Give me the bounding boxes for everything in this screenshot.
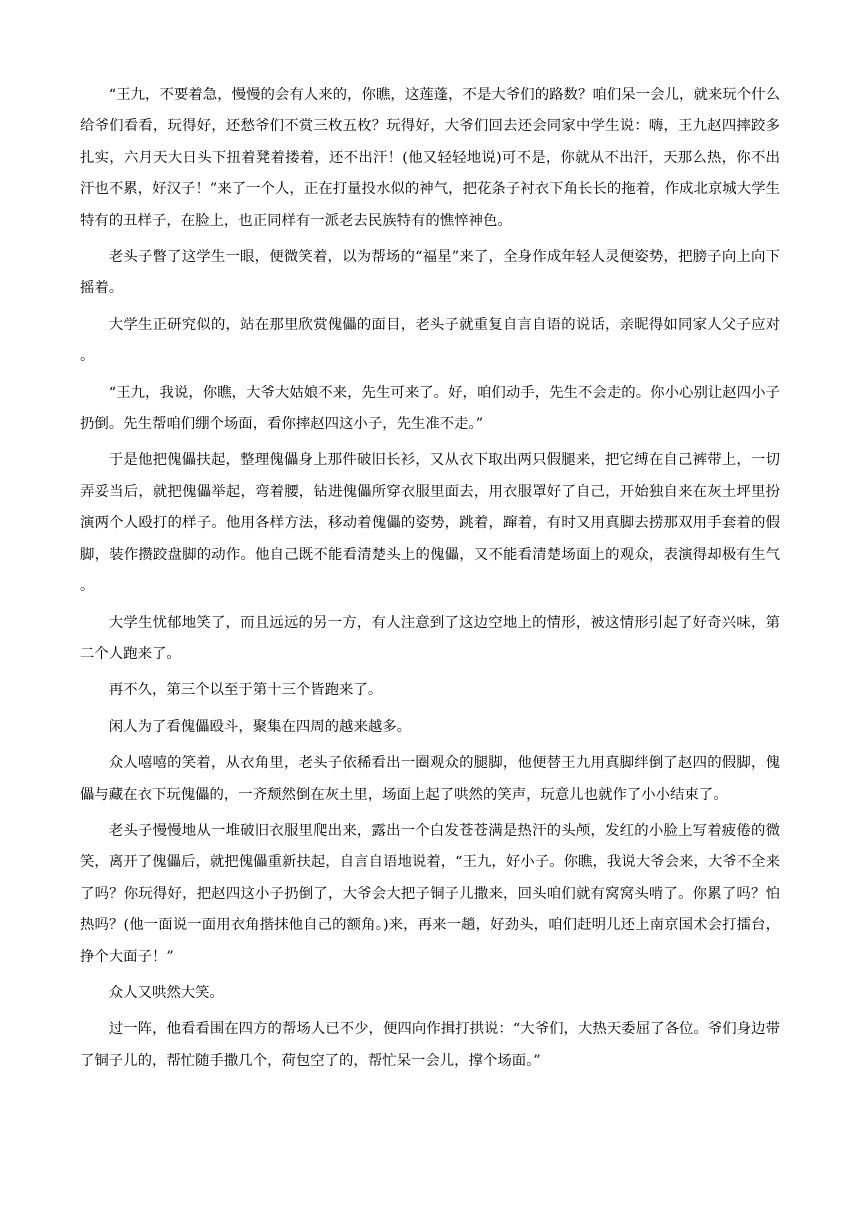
paragraph-8: 闲人为了看傀儡殴斗，聚集在四周的越来越多。 — [108, 718, 412, 735]
paragraph-5: 于是他把傀儡扶起，整理傀儡身上那件破旧长衫，又从衣下取出两只假腿来，把它缚在自己裤带上，一切弄妥当后，就把傀儡举起，弯着腰，钻进傀儡所穿衣服里面去，用衣服罩好了自己，开始独自来在灰土坪里扮演两个人殴打的样子。他用各样方法，移动着傀儡的姿势，跳着，蹿着，有时又用真脚去捞那双用手套着的假脚，装作攒跤盘脚的动作。他自己既不能看清楚头上的傀儡，又不能看清楚场面上的观众，表演得却极有生气。 — [80, 452, 780, 595]
paragraph-7: 再不久，第三个以至于第十三个皆跑来了。 — [108, 682, 383, 699]
paragraph-2: 老头子瞥了这学生一眼，便微笑着，以为帮场的“福星”来了，全身作成年轻人灵便姿势，把膀子向上向下摇着。 — [80, 249, 780, 297]
paragraph-10: 老头子慢慢地从一堆破旧衣服里爬出来，露出一个白发苍苍满是热汗的头颅，发红的小脸上写着疲倦的微笑，离开了傀儡后，就把傀儡重新扶起，自言自语地说着，“王九，好小子。你瞧，我说大爷会来，大爷不全来了吗？你玩得好，把赵四这小子扔倒了，大爷会大把子铜子儿撒来，回头咱们就有窝窝头啃了。你累了吗？怕热吗？(他一面说一面用衣角揩抹他自己的额角。)来，再来一趟，好劲头，咱们赶明儿还上南京国术会打擂台，挣个大面子！” — [80, 822, 780, 965]
paragraph-12: 过一阵，他看看围在四方的帮场人已不少，便四向作揖打拱说：“大爷们，大热天委屈了各位。爷们身边带了铜子儿的，帮忙随手撒几个，荷包空了的，帮忙呆一会儿，撑个场面。” — [80, 1021, 780, 1069]
paragraph-9: 众人嘻嘻的笑着，从衣角里，老头子依稀看出一圈观众的腿脚，他便替王九用真脚绊倒了赵四的假脚，傀儡与藏在衣下玩傀儡的，一齐颓然倒在灰土里，场面上起了哄然的笑声，玩意儿也就作了小小结束了。 — [80, 755, 780, 803]
document-page — [80, 80, 780, 1077]
paragraph-4: “王九，我说，你瞧，大爷大姑娘不来，先生可来了。好，咱们动手，先生不会走的。你小心别让赵四小子扔倒。先生帮咱们绷个场面，看你摔赵四这小子，先生准不走。” — [80, 384, 780, 433]
paragraph-3: 大学生正研究似的，站在那里欣赏傀儡的面目，老头子就重复自言自语的说话，亲昵得如同家人父子应对。 — [80, 316, 780, 365]
paragraph-6: 大学生忧郁地笑了，而且远远的另一方，有人注意到了这边空地上的情形，被这情形引起了好奇兴味，第二个人跑来了。 — [80, 614, 780, 662]
paragraph-1: “王九，不要着急，慢慢的会有人来的，你瞧，这莲蓬，不是大爷们的路数？咱们呆一会儿，就来玩个什么给爷们看看，玩得好，还愁爷们不赏三枚五枚？玩得好，大爷们回去还会同家中学生说：嗨，王九赵四摔跤多扎实，六月天大日头下扭着凳着搂着，还不出汗！(他又轻轻地说)可不是，你就从不出汗，天那么热，你不出汗也不累，好汉子！”来了一个人，正在打量投水似的神气，把花条子衬衣下角长长的拖着，作成北京城大学生特有的丑样子，在脸上，也正同样有一派老去民族特有的憔悴神色。 — [80, 87, 780, 229]
paragraph-11: 众人又哄然大笑。 — [108, 984, 224, 1001]
